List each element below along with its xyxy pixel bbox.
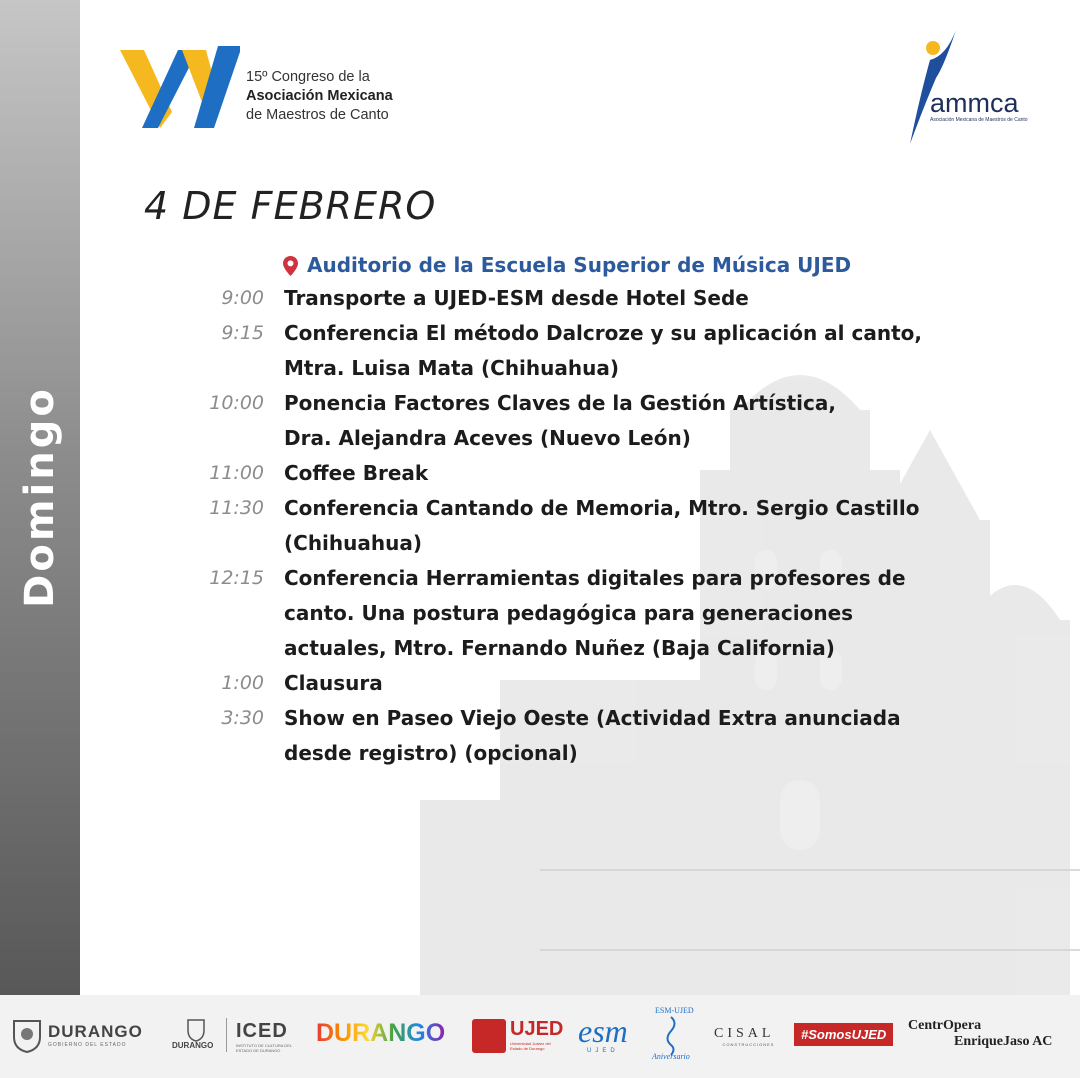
sponsor-iced	[236, 1020, 300, 1053]
schedule-desc: Clausura	[284, 671, 383, 695]
cisal-sub: CONSTRUCCIONES	[722, 1042, 775, 1047]
schedule-row	[190, 281, 970, 316]
schedule-row	[190, 491, 970, 561]
congress-line-3: de Maestros de Canto	[246, 107, 389, 123]
congress-line-1: 15º Congreso de la	[246, 69, 370, 85]
location-pin-icon	[283, 256, 298, 276]
schedule-desc: Ponencia Factores Claves de la Gestión Artística, Dra. Alejandra Aceves (Nuevo León)	[284, 391, 836, 450]
somos-ujed: #SomosUJED	[794, 1023, 893, 1046]
divider	[226, 1018, 227, 1052]
esm-name: esm	[578, 1013, 628, 1049]
ujed-sub: Universidad Juárez del Estado de Durango	[510, 1041, 551, 1051]
ujed-name: UJED	[510, 1018, 564, 1040]
schedule-time: 11:30	[209, 497, 264, 519]
esm-anniversary-clef-icon	[662, 1015, 680, 1057]
schedule-desc: Conferencia El método Dalcroze y su aplicación al canto, Mtra. Luisa Mata (Chihuahua)	[284, 321, 922, 380]
ammca-name: ammca	[930, 88, 1019, 118]
schedule-row	[190, 666, 970, 701]
schedule-row	[190, 456, 970, 491]
schedule	[190, 281, 970, 771]
venue	[283, 253, 851, 277]
schedule-desc: Conferencia Cantando de Memoria, Mtro. Sergio Castillo (Chihuahua)	[284, 496, 920, 555]
esm-anniv-bottom: Aniversario	[652, 1052, 690, 1061]
schedule-row	[190, 701, 970, 771]
sponsor-durango-gob	[48, 1022, 143, 1048]
centropera-line1: CentrOpera	[908, 1018, 982, 1033]
schedule-row	[190, 561, 970, 666]
sponsor-centropera	[908, 1018, 1052, 1050]
schedule-time: 11:00	[209, 462, 264, 484]
ujed-logo-icon	[472, 1019, 506, 1053]
durango-gob-shield-icon	[10, 1017, 44, 1053]
schedule-desc: Conferencia Herramientas digitales para profesores de canto. Una postura pedagógica para generaciones actuales, Mtro. Fernando Nuñez (Baja California)	[284, 566, 906, 660]
iced-name: ICED	[236, 1020, 288, 1042]
event-date: 4 DE FEBRERO	[144, 184, 437, 228]
schedule-row	[190, 386, 970, 456]
iced-sub: INSTITUTO DE CULTURA DEL ESTADO DE DURANGO	[236, 1043, 292, 1053]
schedule-desc: Transporte a UJED-ESM desde Hotel Sede	[284, 286, 749, 310]
centropera-line2: EnriqueJaso AC	[954, 1034, 1053, 1049]
schedule-time: 9:00	[221, 287, 264, 309]
schedule-row	[190, 316, 970, 386]
cisal-name: CISAL	[714, 1026, 775, 1041]
esm-sub: UJED	[587, 1048, 619, 1054]
schedule-time: 10:00	[209, 392, 264, 414]
durango-gob-sub: GOBIERNO DEL ESTADO	[48, 1042, 127, 1048]
ammca-subtitle: Asociación Mexicana de Maestros de Canto	[930, 117, 1028, 123]
schedule-time: 12:15	[209, 567, 264, 589]
schedule-time: 9:15	[221, 322, 264, 344]
sponsor-esm	[578, 1014, 628, 1054]
durango-mun-shield-icon	[186, 1018, 206, 1042]
schedule-time: 1:00	[221, 672, 264, 694]
sidebar	[0, 0, 80, 995]
sponsor-ujed	[510, 1018, 563, 1051]
schedule-time: 3:30	[221, 707, 264, 729]
xv-logo	[120, 42, 240, 130]
schedule-desc: Show en Paseo Viejo Oeste (Actividad Extra anunciada desde registro) (opcional)	[284, 706, 901, 765]
sponsor-cisal	[714, 1026, 774, 1047]
durango-mun-name: DURANGO	[172, 1041, 214, 1050]
esm-anniv-top: ESM-UJED	[655, 1006, 694, 1015]
schedule-desc: Coffee Break	[284, 461, 429, 485]
congress-line-2: Asociación Mexicana	[246, 88, 393, 104]
durango-brand: DURANGO	[316, 1019, 446, 1047]
venue-name: Auditorio de la Escuela Superior de Música UJED	[307, 253, 852, 277]
durango-gob-name: DURANGO	[48, 1022, 143, 1041]
day-label: Domingo	[17, 386, 63, 608]
congress-title	[246, 68, 393, 125]
